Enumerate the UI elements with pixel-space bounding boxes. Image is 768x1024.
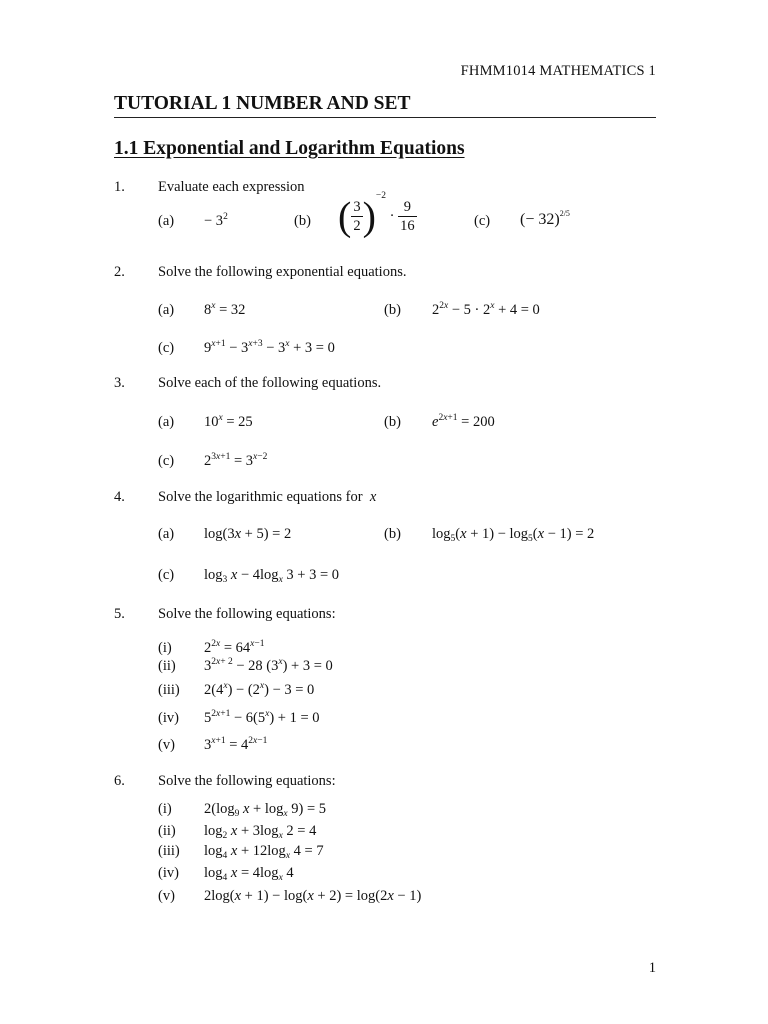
part-label: (iii) [158,682,180,698]
part-label: (b) [384,302,401,318]
section-title: 1.1 Exponential and Logarithm Equations [114,138,465,159]
q3c-expression: $2^{3x+1} = 3^{x-2}$ [204,452,268,469]
part-label: (b) [384,526,401,542]
q2b-expression: $2^{2x} - 5 \cdot 2^x + 4 = 0$ [432,301,540,318]
part-label: (i) [158,801,172,817]
part-label: (i) [158,640,172,656]
q3a-expression: $10^x = 25$ [204,413,253,430]
part-label: (ii) [158,658,176,674]
question-text: Solve the following exponential equations. [158,264,407,280]
part-label: (iv) [158,710,179,726]
course-header: FHMM1014 MATHEMATICS 1 [460,63,656,79]
part-label: (a) [158,526,175,542]
q5iv-expression: $5^{2x+1} - 6(5^x) + 1 = 0$ [204,709,320,726]
page-number: 1 [648,960,656,976]
q6i-expression: $2(\log_9$ $x + \log_x 9) = 5$ [204,801,326,819]
part-label: (iii) [158,843,180,859]
part-label: (c) [474,213,491,229]
part-label: (ii) [158,823,176,839]
part-label: (b) [294,213,311,229]
question-number: 5. [114,606,125,622]
part-label: (c) [158,453,175,469]
q4b-expression: $\log_5(x + 1) - \log_5(x - 1) = 2$ [432,526,595,544]
part-label: (c) [158,340,175,356]
part-label: (v) [158,888,175,904]
q6ii-expression: $\log_2 x + 3\log_x$ 2 = 4 [204,823,317,841]
q6v-expression: 2log(x + 1) − log(x + 2) = log(2x − 1) [204,888,422,904]
variable-x: x [369,489,377,505]
q1b-expression: ( $\frac{3}{2}$ )$^{-2}$ · $\frac{9}{16}$ [338,191,415,239]
q4c-expression: $\log_3 x - 4\log_x$ 3 + 3 = 0 [204,567,340,585]
q5ii-expression: $3^{2x+ 2} - 28$ $(3^x) + 3 = 0$ [204,657,333,674]
part-label: (a) [158,213,175,229]
part-label: (a) [158,414,175,430]
q4a-expression: log(3x + 5) = 2 [204,526,292,542]
document-title: TUTORIAL 1 NUMBER AND SET [114,93,656,118]
question-number: 4. [114,489,125,505]
q5i-expression: $2^{2x} = 64^{x-1}$ [204,639,265,656]
q5v-expression: $3^{x+1} = 4^{2x-1}$ [204,736,268,753]
part-label: (c) [158,567,175,583]
part-label: (b) [384,414,401,430]
question-number: 6. [114,773,125,789]
question-text: Solve the following equations: [158,606,336,622]
question-text: Solve each of the following equations. [158,375,382,391]
q2a-expression: $8^x = 32$ [204,301,246,318]
part-label: (iv) [158,865,179,881]
question-text: Solve the logarithmic equations for x [158,489,377,505]
q3b-expression: $e^{2x+1} = 200$ [432,413,495,430]
question-text: Evaluate each expression [158,179,305,195]
part-label: (a) [158,302,175,318]
q6iii-expression: $\log_4 x + 12\log_x$ 4 = 7 [204,843,324,861]
question-number: 3. [114,375,125,391]
q5iii-expression: $2(4^x) - (2^x) - 3 = 0$ [204,681,315,698]
question-text: Solve the following equations: [158,773,336,789]
question-number: 2. [114,264,125,280]
q1c-expression: (− 32)$^{2/5}$ [520,209,570,228]
q1a-expression: − $3^2$ [204,212,228,229]
part-label: (v) [158,737,175,753]
q6iv-expression: $\log_4 x = 4\log_x$ 4 [204,865,294,883]
q2c-expression: $9^{x+1} - 3^{x+3} - 3^x + 3 = 0$ [204,339,335,356]
question-number: 1. [114,179,125,195]
